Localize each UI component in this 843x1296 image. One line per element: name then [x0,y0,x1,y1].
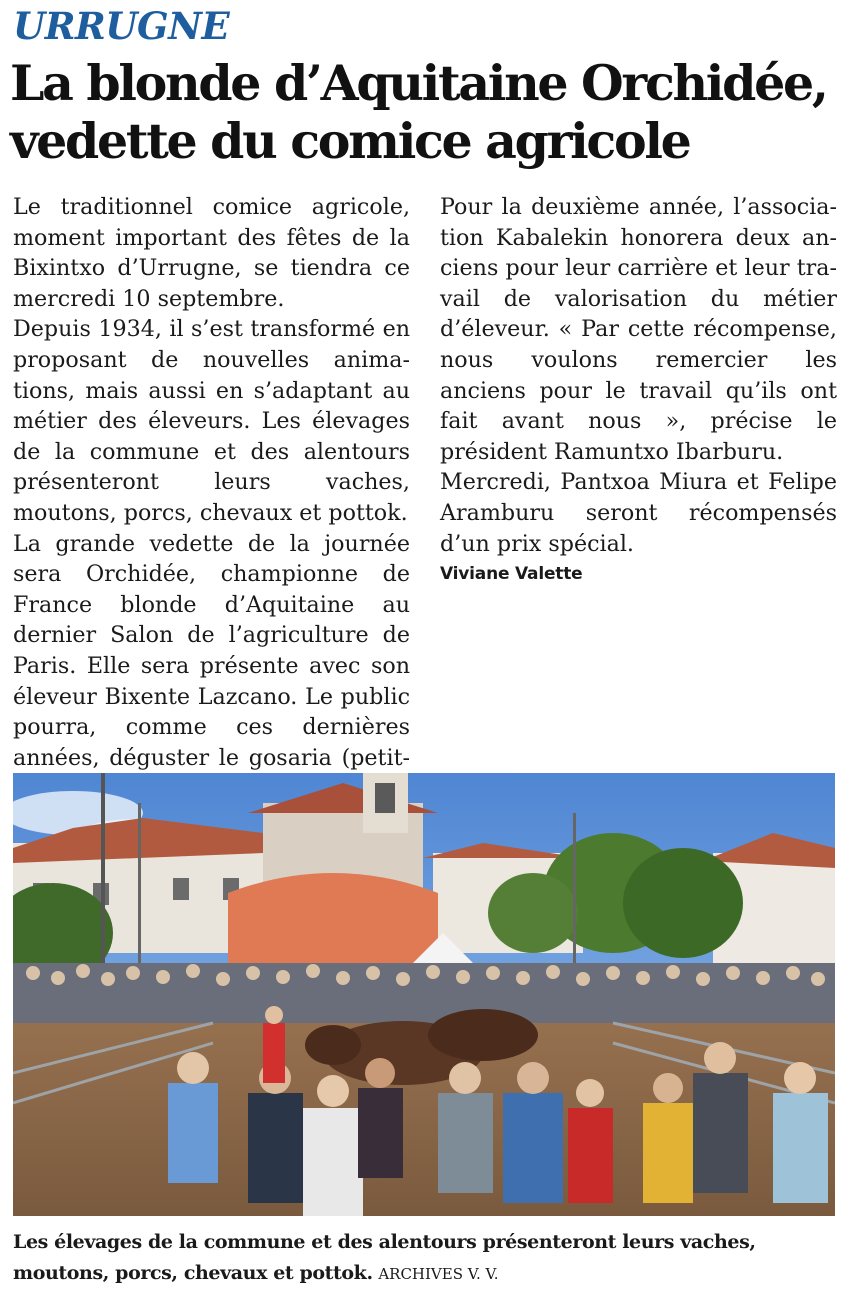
article-column-right [440,192,837,589]
article-paragraph: La grande vedette de la journée sera Orchidée, championne de France blonde d’Aquitaine au dernier Salon de l’agriculture de Paris. Elle sera présente avec son éleveur Bixente Lazcano. Le public pourra, comme ces dernières années, déguster le gosaria (petit- [13,530,410,771]
article-paragraph: Le traditionnel comice agricole, moment important des fêtes de la Bixintxo d’Urrugne, se tiendra ce mercredi 10 septembre. [13,194,410,312]
article-paragraph: Depuis 1934, il s’est transformé en proposant de nouvelles animations, mais aussi en s’adaptant au métier des éleveurs. Les élevages de la commune et des alentours présenteront leurs vaches, moutons, porcs, chevaux et pottok. [13,316,410,526]
headline: La blonde d’Aquitaine Orchidée, vedette du comice agricole [10,54,827,170]
photo-caption [13,1227,835,1290]
article-paragraph: Mercredi, Pantxoa Miura et Felipe Aramburu seront récompensés d’un prix spécial. [440,469,837,557]
caption-text: Les élevages de la commune et des alentours présenteront leurs vaches, moutons, porcs, chevaux et pottok. [13,1231,756,1284]
section-kicker: URRUGNE [13,4,230,48]
byline: Viviane Valette [440,564,583,585]
photo-credit: ARCHIVES V. V. [378,1265,499,1283]
article-photo [13,773,835,1216]
article-paragraph: Pour la deuxième année, l’association Kabalekin honorera deux anciens pour leur carrière et leur travail de valorisation du métier d’éleveur. « Par cette récompense, nous voulons remercier les anciens pour le travail qu’ils ont fait avant nous », précise le président Ramuntxo Ibarburu. [440,194,837,465]
comice-photo-illustration [13,773,835,1216]
